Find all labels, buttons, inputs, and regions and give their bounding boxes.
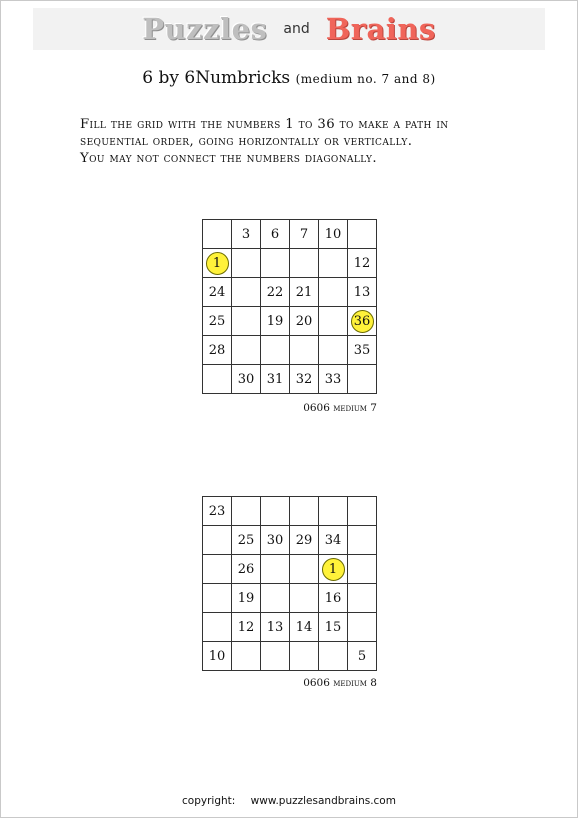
grid-cell[interactable] [348,642,377,671]
cell-value: 15 [324,619,342,635]
instruction-line: You may not connect the numbers diagonally. [80,151,377,166]
grid-cell[interactable] [203,220,232,249]
grid-cell[interactable] [348,365,377,394]
cell-value: 20 [295,313,313,329]
cell-value: 35 [353,342,371,358]
cell-value: 28 [208,342,226,358]
cell-value: 19 [266,313,284,329]
cell-value: 12 [237,619,255,635]
logo-and-text: and [283,21,310,37]
grid-cell[interactable] [319,526,348,555]
grid-cell[interactable] [232,336,261,365]
highlighted-cell-value: 1 [322,558,345,581]
grid-row [203,336,377,365]
grid-cell[interactable] [261,613,290,642]
cell-value: 5 [357,648,367,664]
grid-cell[interactable] [203,613,232,642]
grid-cell[interactable] [319,365,348,394]
grid-cell[interactable] [232,642,261,671]
grid-cell[interactable] [319,336,348,365]
title-main: 6 by 6Numbricks [142,68,291,88]
grid-row [203,220,377,249]
grid-cell[interactable] [203,249,232,278]
grid-cell[interactable] [319,220,348,249]
grid-row [203,642,377,671]
title-subtitle: (medium no. 7 and 8) [295,72,436,86]
grid-cell[interactable] [319,555,348,584]
grid-cell[interactable] [232,497,261,526]
grid-cell[interactable] [290,613,319,642]
grid-cell[interactable] [290,365,319,394]
grid-row [203,497,377,526]
cell-value: 23 [208,503,226,519]
grid-cell[interactable] [232,613,261,642]
grid-row [203,249,377,278]
cell-value: 12 [353,255,371,271]
highlighted-cell-value: 36 [351,310,374,333]
grid-cell[interactable] [232,526,261,555]
grid-cell[interactable] [348,526,377,555]
grid-cell[interactable] [203,526,232,555]
highlighted-cell-value: 1 [206,252,229,275]
grid-cell[interactable] [319,584,348,613]
grid-cell[interactable] [290,336,319,365]
grid-cell[interactable] [261,307,290,336]
instruction-line: sequential order, going horizontally or vertically. [80,134,413,149]
grid-cell[interactable] [348,584,377,613]
grid-cell[interactable] [261,555,290,584]
grid-cell[interactable] [290,642,319,671]
instruction-line: Fill the grid with the numbers 1 to 36 to make a path in [80,117,449,132]
cell-value: 25 [208,313,226,329]
cell-value: 31 [266,371,284,387]
cell-value: 34 [324,532,342,548]
grid-cell[interactable] [290,249,319,278]
cell-value: 21 [295,284,313,300]
puzzle-caption-1: 0606 medium 7 [303,402,377,414]
cell-value: 30 [237,371,255,387]
puzzle-grid-2 [202,496,377,671]
instructions [80,116,540,167]
grid-cell[interactable] [348,555,377,584]
copyright-label: copyright: [182,795,236,807]
grid-cell[interactable] [319,642,348,671]
grid-cell[interactable] [290,307,319,336]
cell-value: 10 [324,226,342,242]
grid-cell[interactable] [290,526,319,555]
cell-value: 33 [324,371,342,387]
grid-cell[interactable] [319,307,348,336]
grid-cell[interactable] [203,555,232,584]
grid-cell[interactable] [319,249,348,278]
grid-cell[interactable] [290,278,319,307]
page-title [0,68,578,88]
cell-value: 6 [270,226,280,242]
grid-cell[interactable] [232,249,261,278]
cell-value: 13 [266,619,284,635]
grid-cell[interactable] [319,278,348,307]
cell-value: 30 [266,532,284,548]
grid-row [203,278,377,307]
grid-cell[interactable] [319,613,348,642]
grid-cell[interactable] [261,365,290,394]
grid-row [203,555,377,584]
grid-cell[interactable] [203,278,232,307]
cell-value: 14 [295,619,313,635]
grid-cell[interactable] [261,526,290,555]
grid-cell[interactable] [348,307,377,336]
website-link[interactable]: www.puzzlesandbrains.com [250,795,396,807]
grid-cell[interactable] [232,307,261,336]
grid-cell[interactable] [232,278,261,307]
puzzle-caption-2: 0606 medium 8 [303,677,377,689]
grid-row [203,365,377,394]
footer [0,795,578,807]
grid-cell[interactable] [232,365,261,394]
cell-value: 13 [353,284,371,300]
grid-cell[interactable] [261,249,290,278]
grid-cell[interactable] [232,220,261,249]
grid-cell[interactable] [290,584,319,613]
puzzle-grid-1 [202,219,377,394]
grid-cell[interactable] [348,249,377,278]
grid-cell[interactable] [290,497,319,526]
cell-value: 26 [237,561,255,577]
grid-cell[interactable] [261,497,290,526]
cell-value: 7 [299,226,309,242]
grid-row [203,613,377,642]
grid-cell[interactable] [348,278,377,307]
grid-cell[interactable] [203,642,232,671]
cell-value: 29 [295,532,313,548]
cell-value: 32 [295,371,313,387]
cell-value: 3 [241,226,251,242]
logo-puzzles-text: Puzzles [142,12,268,46]
grid-cell[interactable] [348,497,377,526]
grid-row [203,307,377,336]
cell-value: 16 [324,590,342,606]
grid-cell[interactable] [348,613,377,642]
site-logo [33,8,545,50]
grid-cell[interactable] [261,642,290,671]
cell-value: 22 [266,284,284,300]
grid-cell[interactable] [319,497,348,526]
grid-cell[interactable] [348,336,377,365]
grid-cell[interactable] [261,584,290,613]
cell-value: 10 [208,648,226,664]
logo-brains-text: Brains [325,12,436,46]
cell-value: 24 [208,284,226,300]
grid-cell[interactable] [203,336,232,365]
grid-cell[interactable] [290,555,319,584]
grid-cell[interactable] [261,220,290,249]
grid-cell[interactable] [261,278,290,307]
grid-cell[interactable] [290,220,319,249]
cell-value: 19 [237,590,255,606]
grid-row [203,526,377,555]
grid-cell[interactable] [203,584,232,613]
grid-row [203,584,377,613]
grid-cell[interactable] [203,307,232,336]
grid-cell[interactable] [261,336,290,365]
cell-value: 25 [237,532,255,548]
grid-cell[interactable] [203,497,232,526]
grid-cell[interactable] [203,365,232,394]
grid-cell[interactable] [348,220,377,249]
grid-cell[interactable] [232,584,261,613]
grid-cell[interactable] [232,555,261,584]
